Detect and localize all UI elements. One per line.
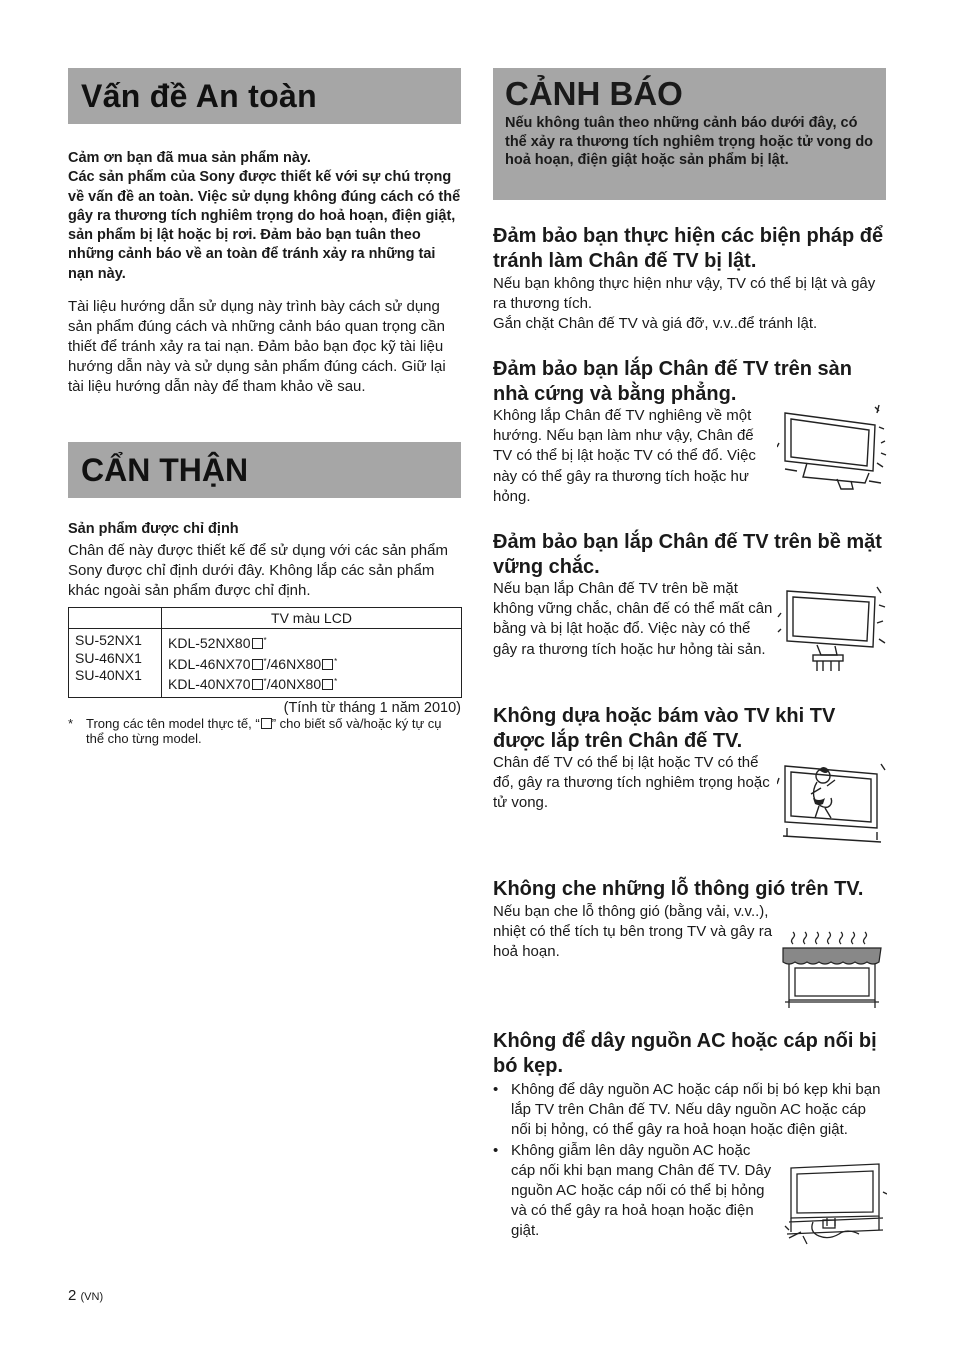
bullet-mark: •	[493, 1081, 499, 1098]
right-column	[493, 68, 886, 1268]
stand-model: SU-52NX1	[75, 632, 142, 649]
stand-models-cell	[69, 629, 162, 698]
footnote	[68, 716, 461, 747]
intro-bold-text: Cảm ơn bạn đã mua sản phẩm này. Các sản phẩm của Sony được thiết kế với sự chú trọng về vấn đề an toàn. Việc sử dụng không đúng cách có thể gây ra thương tích nghiêm trọng do hoả hoạn, điện giật, sản phẩm bị lật hoặc bị rơi. Đảm bảo bạn tuân theo những cảnh báo về an toàn để tránh xảy ra những tai nạn này.	[68, 150, 461, 282]
section-heading: Đảm bảo bạn lắp Chân đế TV trên sàn nhà cứng và bằng phẳng.	[493, 358, 852, 405]
section-heading: Đảm bảo bạn thực hiện các biện pháp để tránh làm Chân đế TV bị lật.	[493, 225, 884, 272]
section-heading: Không che những lỗ thông gió trên TV.	[493, 878, 864, 900]
section-text: Nếu bạn lắp Chân đế TV trên bề mặt không vững chắc, chân đế có thể mất cân bằng và bị lật hoặc đổ. Việc này có thể gây ra thương tích hoặc hư hỏng tài sản.	[493, 580, 773, 658]
placeholder-square-icon	[252, 659, 263, 670]
placeholder-square-icon	[322, 679, 333, 690]
table-header-tv: TV màu LCD	[162, 608, 462, 629]
section-text: Không lắp Chân đế TV nghiêng về một hướng. Nếu bạn làm như vậy, Chân đế TV có thể bị lật hoặc TV có thể đổ. Việc này có thể gây ra thương tích hoặc hư hỏng.	[493, 407, 756, 505]
tv-model-text: KDL-40NX70	[168, 676, 251, 693]
section-text: Nếu bạn không thực hiện như vậy, TV có thể bị lật và gây ra thương tích. Gắn chặt Chân đế TV và giá đỡ, v.v..để tránh lật.	[493, 275, 876, 333]
pinched-cable-tv-illustration	[783, 1162, 887, 1246]
left-column	[68, 68, 461, 747]
tv-model-row	[168, 632, 455, 653]
child-climbing-tv-illustration	[777, 758, 887, 846]
safety-title: Vấn đề An toàn	[81, 78, 317, 114]
list-item	[493, 1080, 886, 1141]
caution-header	[68, 442, 461, 498]
tilted-tv-illustration	[777, 403, 887, 491]
page-number-value: 2	[68, 1287, 77, 1304]
tv-model-row	[168, 673, 455, 694]
stand-model: SU-40NX1	[75, 667, 142, 684]
placeholder-square-icon	[322, 659, 333, 670]
section-heading: Không để dây nguồn AC hoặc cáp nối bị bó kẹp.	[493, 1030, 877, 1077]
asterisk-mark: *	[263, 636, 267, 646]
footnote-text-b: ” cho biết số và/hoặc ký tự cụ thể cho từng model.	[86, 715, 442, 747]
page-number	[68, 1287, 103, 1304]
asterisk-mark: *	[334, 677, 338, 687]
covered-vent-tv-illustration	[779, 928, 889, 1010]
section-anti-tip	[493, 224, 886, 335]
footnote-text-a: Trong các tên model thực tế, “	[86, 715, 260, 731]
warning-title: CẢNH BÁO	[505, 75, 683, 112]
tv-model-text: KDL-52NX80	[168, 635, 251, 652]
section-text: Chân đế TV có thể bị lật hoặc TV có thể đổ, gây ra thương tích nghiêm trọng hoặc tử vong.	[493, 754, 770, 812]
placeholder-square-icon	[252, 638, 263, 649]
asterisk-mark: *	[334, 656, 338, 666]
warning-text: Nếu không tuân theo những cảnh báo dưới đây, có thể xảy ra thương tích nghiêm trọng hoặc tử vong do hoả hoạn, điện giật hoặc sản phẩm bị lật.	[505, 115, 874, 168]
stand-model: SU-46NX1	[75, 649, 142, 666]
date-note: (Tính từ tháng 1 năm 2010)	[283, 699, 461, 716]
tv-model-row	[168, 653, 455, 674]
placeholder-square-icon	[252, 679, 263, 690]
bullet-text: Không để dây nguồn AC hoặc cáp nối bị bó kẹp khi bạn lắp TV trên Chân đế TV. Nếu dây nguồn AC hoặc cáp nối bị hỏng, có thể gây ra hoả hoạn hoặc điện giật.	[511, 1081, 881, 1139]
placeholder-square-icon	[261, 718, 272, 729]
model-table	[68, 607, 462, 698]
footnote-asterisk: *	[68, 715, 74, 731]
page-language-code: (VN)	[80, 1291, 104, 1303]
list-item	[493, 1141, 773, 1242]
tv-model-text: /46NX80	[266, 655, 322, 672]
warning-header	[493, 68, 886, 200]
tv-model-text: /40NX80	[266, 676, 322, 693]
unstable-tv-illustration	[777, 583, 887, 673]
product-text: Chân đế này được thiết kế để sử dụng với các sản phẩm Sony được chỉ định dưới đây. Không lắp các sản phẩm khác ngoài sản phẩm được chỉ định.	[68, 542, 448, 600]
asterisk-mark: *	[263, 677, 267, 687]
section-text: Nếu bạn che lỗ thông gió (bằng vải, v.v..), nhiệt có thể tích tụ bên trong TV và gây ra hoả hoạn.	[493, 902, 773, 960]
intro-text: Tài liệu hướng dẫn sử dụng này trình bày cách sử dụng sản phẩm đúng cách và những cảnh báo quan trọng cần thiết để tránh xảy ra tai nạn. Đảm bảo bạn đọc kỹ tài liệu hướng dẫn này và sử dụng sản phẩm đúng cách. Giữ lại tài liệu hướng dẫn này để tham khảo về sau.	[68, 298, 446, 396]
section-heading: Không dựa hoặc bám vào TV khi TV được lắp trên Chân đế TV.	[493, 705, 836, 752]
caution-title: CẨN THẬN	[81, 452, 249, 489]
tv-models-cell	[162, 629, 462, 698]
bullet-mark: •	[493, 1141, 499, 1159]
section-heading: Đảm bảo bạn lắp Chân đế TV trên bề mặt vững chắc.	[493, 531, 882, 578]
tv-model-text: KDL-46NX70	[168, 655, 251, 672]
safety-header	[68, 68, 461, 124]
bullet-text: Không giẫm lên dây nguồn AC hoặc cáp nối khi bạn mang Chân đế TV. Dây nguồn AC hoặc cáp nối có thể bị hỏng và có thể gây ra hoả hoạn hoặc điện giật.	[511, 1141, 772, 1240]
product-heading: Sản phẩm được chỉ định	[68, 521, 239, 538]
asterisk-mark: *	[263, 656, 267, 666]
table-corner-cell	[69, 608, 162, 629]
